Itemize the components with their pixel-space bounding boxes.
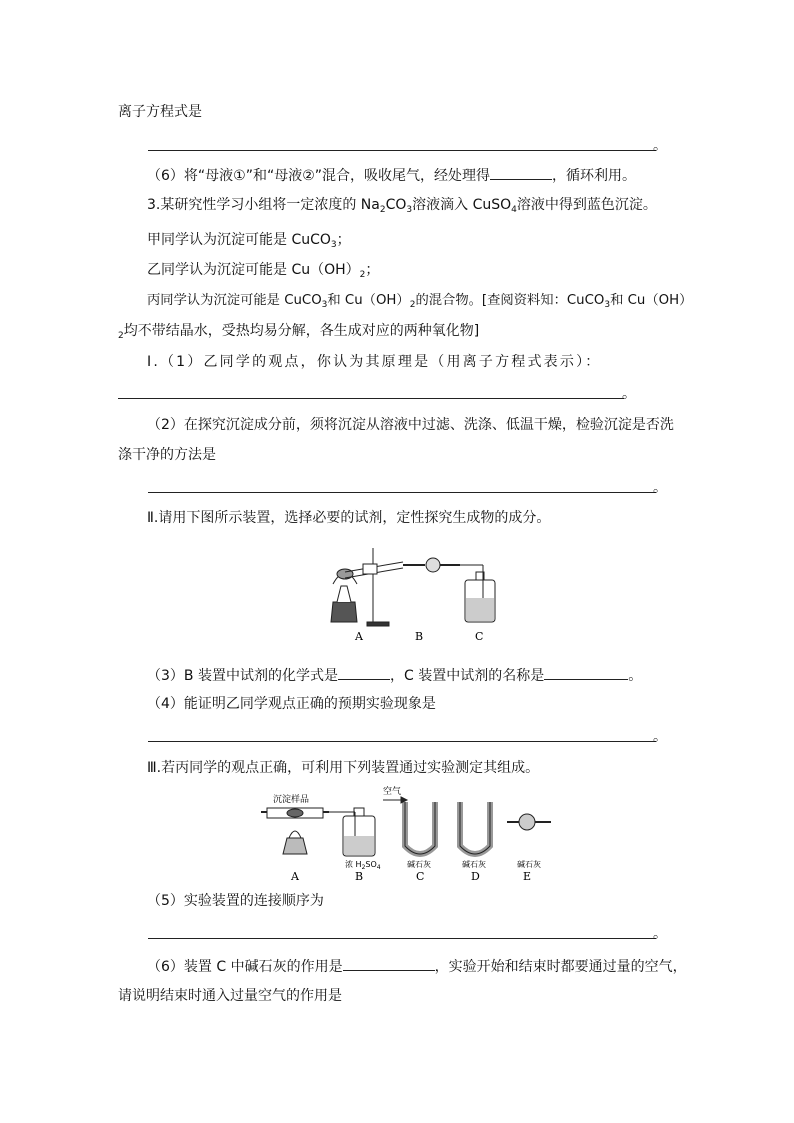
label-lime-c: 碱石灰 [407, 860, 431, 869]
answer-blank-q6b[interactable] [343, 956, 435, 971]
question-2-line1: （2）在探究沉淀成分前，须将沉淀从溶液中过滤、洗涤、低温干燥，检验沉淀是否洗 [147, 417, 674, 433]
label-sample: 沉淀样品 [273, 795, 310, 805]
answer-blank-q3-name[interactable] [544, 665, 628, 680]
label-air: 空气 [383, 787, 402, 797]
figure1-label-a: A [355, 630, 363, 643]
question-3: （3）B 装置中试剂的化学式是 ，C 装置中试剂的名称是 。 [147, 665, 642, 685]
question-1: Ⅰ.（1）乙同学的观点，你认为其原理是（用离子方程式表示）： [147, 354, 602, 370]
line-ionic-equation: 离子方程式是 [118, 104, 202, 120]
answer-blank-q6[interactable] [490, 165, 552, 180]
period: 。 [622, 386, 636, 402]
label-lime-e: 碱石灰 [517, 860, 541, 869]
period: 。 [653, 480, 667, 496]
apparatus-figure-1 [315, 540, 500, 645]
hypothesis-bing: 丙同学认为沉淀可能是 CuCO$_3$和 $Cu(OH)_2$的混合物。[查阅资料知：CuCO$_3$和 Cu（OH） [147, 293, 693, 310]
answer-blank-q2[interactable] [148, 492, 656, 493]
section-2-heading: Ⅱ.请用下图所示装置，选择必要的试剂，定性探究生成物的成分。 [147, 510, 551, 526]
figure2-label-c: C [416, 870, 425, 882]
period: 。 [653, 729, 667, 745]
section-3-heading: Ⅲ.若丙同学的观点正确，可利用下列装置通过实验测定其组成。 [147, 760, 540, 776]
answer-blank-q5[interactable] [148, 938, 656, 939]
question-6b: （6）装置 C 中碱石灰的作用是 ，实验开始和结束时都要通过量的空气， [147, 956, 687, 976]
period: 。 [653, 138, 667, 154]
answer-blank-q1[interactable] [118, 398, 624, 399]
figure2-label-b: B [355, 870, 364, 882]
answer-blank-1[interactable] [148, 150, 656, 151]
figure1-label-b: B [415, 630, 424, 643]
problem-3-intro: 3.某研究性学习小组将一定浓度的 $Na_2CO_3$溶液滴入 CuSO$_4$溶液中得到蓝色沉淀。 [147, 197, 657, 215]
answer-blank-q4[interactable] [148, 741, 656, 742]
label-conc-h2so4: 浓 $H_2SO_4$ [345, 860, 381, 871]
period: 。 [653, 926, 667, 942]
hypothesis-bing-cont: $_2$均不带结晶水，受热均易分解，各生成对应的两种氧化物] [118, 323, 480, 341]
figure2-label-a: A [291, 870, 299, 882]
question-5: （5）实验装置的连接顺序为 [147, 893, 324, 909]
figure2-label-d: D [471, 870, 480, 882]
hypothesis-jia: 甲同学认为沉淀可能是 CuCO$_3$； [147, 232, 351, 250]
figure2-label-e: E [523, 870, 532, 882]
figure1-label-c: C [475, 630, 484, 643]
hypothesis-yi: 乙同学认为沉淀可能是 $Cu(OH)_2$； [147, 262, 380, 280]
question-6b-line2: 请说明结束时通入过量空气的作用是 [118, 988, 342, 1004]
question-4: （4）能证明乙同学观点正确的预期实验现象是 [147, 696, 436, 712]
question-6-mother-liquor: （6）将“母液①”和“母液②”混合，吸收尾气，经处理得 ，循环利用。 [147, 165, 636, 185]
question-2-line2: 涤干净的方法是 [118, 447, 216, 463]
label-lime-d: 碱石灰 [462, 860, 486, 869]
apparatus-figure-2 [255, 782, 565, 882]
answer-blank-q3-formula[interactable] [338, 665, 390, 680]
